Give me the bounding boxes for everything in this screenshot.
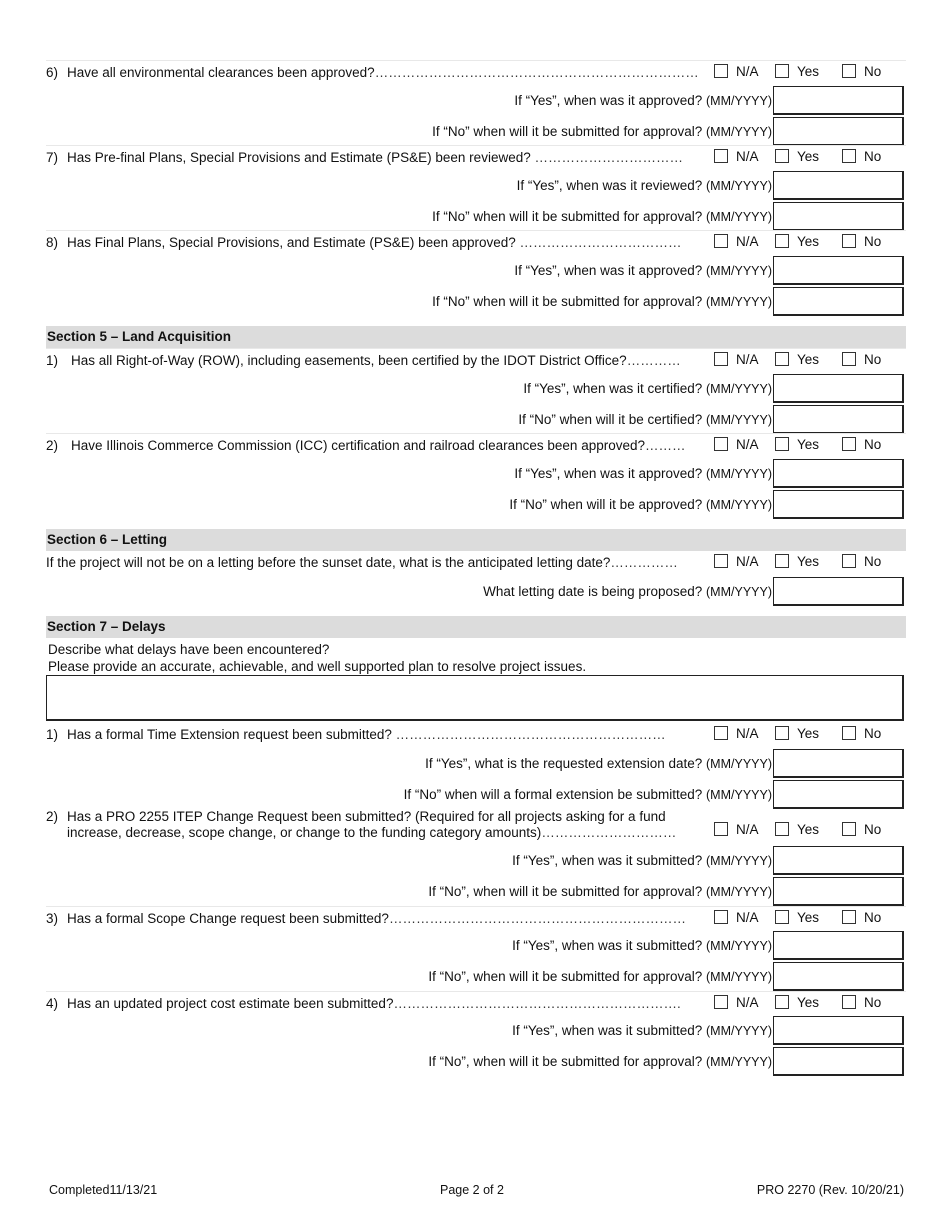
date-input[interactable] [773,86,904,115]
section-7-header: Section 7 – Delays [46,616,906,638]
checkbox-box[interactable] [714,352,728,366]
followup-no-row [46,287,906,315]
date-input[interactable] [773,931,904,960]
checkbox-box[interactable] [842,995,856,1009]
checkbox-box[interactable] [842,554,856,568]
question-text: 1) Has all Right-of-Way (ROW), including easements, been certified by the IDOT District Office?………… [46,353,681,368]
followup-no-row [46,490,906,518]
checkbox-yes[interactable]: Yes [775,725,819,741]
followup-label: If “No”, when will it be submitted for approval? (MM/YYYY) [428,969,772,984]
question-row-7 [46,145,906,170]
followup-no-row [46,1047,906,1075]
date-input[interactable] [773,962,904,991]
followup-label: If “No”, when will it be submitted for approval? (MM/YYYY) [428,1054,772,1069]
checkbox-box[interactable] [842,149,856,163]
letting-date-row [46,577,906,605]
checkbox-no[interactable]: No [842,63,881,79]
checkbox-yes[interactable]: Yes [775,148,819,164]
checkbox-yes[interactable]: Yes [775,63,819,79]
checkbox-no[interactable]: No [842,821,881,837]
checkbox-na[interactable]: N/A [714,909,759,925]
followup-label: If “Yes”, what is the requested extension date? (MM/YYYY) [425,756,772,771]
checkbox-box[interactable] [842,64,856,78]
question-text: 3) Has a formal Scope Change request been submitted?………………………………………………………… [46,911,686,926]
footer-form-number: PRO 2270 (Rev. 10/20/21) [756,1183,904,1197]
followup-yes-row [46,931,906,959]
date-input[interactable] [773,490,904,519]
followup-no-row [46,202,906,230]
checkbox-no[interactable]: No [842,148,881,164]
date-input[interactable] [773,877,904,906]
date-input[interactable] [773,459,904,488]
followup-label: If “Yes”, when was it approved? (MM/YYYY) [514,466,772,481]
checkbox-box[interactable] [775,64,789,78]
checkbox-na[interactable]: N/A [714,351,759,367]
checkbox-yes[interactable]: Yes [775,436,819,452]
date-input[interactable] [773,287,904,316]
checkbox-na[interactable]: N/A [714,725,759,741]
checkbox-box[interactable] [775,995,789,1009]
section-6-question [46,551,906,575]
followup-yes-row [46,374,906,402]
checkbox-na[interactable]: N/A [714,63,759,79]
checkbox-no[interactable]: No [842,725,881,741]
followup-label: If “No” when will it be approved? (MM/YYYY) [509,497,772,512]
checkbox-box[interactable] [775,554,789,568]
section-5-question-2 [46,433,906,458]
checkbox-box[interactable] [775,352,789,366]
checkbox-box[interactable] [714,64,728,78]
followup-no-row [46,117,906,145]
followup-label: If “No” when will a formal extension be submitted? (MM/YYYY) [403,787,772,802]
section-5-header: Section 5 – Land Acquisition [46,326,906,348]
section-7-question-3 [46,906,906,931]
checkbox-no[interactable]: No [842,994,881,1010]
checkbox-box[interactable] [714,234,728,248]
checkbox-na[interactable]: N/A [714,821,759,837]
followup-yes-row [46,256,906,284]
footer-page-number: Page 2 of 2 [440,1183,504,1197]
checkbox-box[interactable] [842,352,856,366]
checkbox-yes[interactable]: Yes [775,351,819,367]
checkbox-box[interactable] [842,437,856,451]
followup-yes-row [46,459,906,487]
followup-label: If “Yes”, when was it submitted? (MM/YYYY) [512,1023,772,1038]
checkbox-yes[interactable]: Yes [775,909,819,925]
checkbox-box[interactable] [842,726,856,740]
followup-label: If “Yes”, when was it submitted? (MM/YYYY) [512,938,772,953]
date-input[interactable] [773,374,904,403]
checkbox-yes[interactable]: Yes [775,994,819,1010]
section-7-question-2 [46,809,906,843]
question-row-8 [46,230,906,255]
followup-label: If “No” when will it be certified? (MM/YYYY) [518,412,772,427]
followup-label: If “Yes”, when was it approved? (MM/YYYY) [514,93,772,108]
question-text: 1) Has a formal Time Extension request been submitted? …………………………………………………… [46,727,666,742]
followup-no-row [46,780,906,808]
checkbox-box[interactable] [714,554,728,568]
followup-yes-row [46,749,906,777]
followup-yes-row [46,86,906,114]
followup-label: If “No” when will it be submitted for approval? (MM/YYYY) [432,124,772,139]
followup-label: If “Yes”, when was it approved? (MM/YYYY) [514,263,772,278]
checkbox-no[interactable]: No [842,436,881,452]
question-text: 2) Has a PRO 2255 ITEP Change Request been submitted? (Required for all projects asking for a fund increase, decrease, scope change, or change to the funding category amounts)………………………… [46,809,677,840]
date-input[interactable] [773,1016,904,1045]
followup-yes-row [46,171,906,199]
delays-instructions-line-2: Please provide an accurate, achievable, and well supported plan to resolve project issues. [48,659,587,674]
footer-completed: Completed11/13/21 [49,1183,158,1197]
checkbox-na[interactable]: N/A [714,553,759,569]
question-row-6 [46,60,906,85]
checkbox-no[interactable]: No [842,233,881,249]
checkbox-box[interactable] [775,726,789,740]
checkbox-box[interactable] [714,437,728,451]
followup-label: If “No”, when will it be submitted for approval? (MM/YYYY) [428,884,772,899]
checkbox-box[interactable] [775,149,789,163]
date-input[interactable] [773,577,904,606]
followup-label: If “Yes”, when was it submitted? (MM/YYYY) [512,853,772,868]
checkbox-no[interactable]: No [842,909,881,925]
followup-label: If “No” when will it be submitted for approval? (MM/YYYY) [432,294,772,309]
checkbox-box[interactable] [842,822,856,836]
checkbox-box[interactable] [714,726,728,740]
date-input[interactable] [773,256,904,285]
followup-yes-row [46,846,906,874]
checkbox-na[interactable]: N/A [714,436,759,452]
followup-label: If “Yes”, when was it certified? (MM/YYYY) [523,381,772,396]
date-input[interactable] [773,846,904,875]
checkbox-no[interactable]: No [842,553,881,569]
date-input[interactable] [773,1047,904,1076]
followup-label: If “Yes”, when was it reviewed? (MM/YYYY) [516,178,772,193]
checkbox-box[interactable] [775,437,789,451]
checkbox-box[interactable] [714,995,728,1009]
followup-yes-row [46,1016,906,1044]
checkbox-na[interactable]: N/A [714,233,759,249]
date-input[interactable] [773,405,904,434]
followup-no-row [46,405,906,433]
followup-no-row [46,962,906,990]
followup-label: What letting date is being proposed? (MM/YYYY) [483,584,772,599]
question-text: 4) Has an updated project cost estimate been submitted?………………………………………………………. [46,996,681,1011]
checkbox-na[interactable]: N/A [714,994,759,1010]
checkbox-box[interactable] [842,234,856,248]
date-input[interactable] [773,171,904,200]
section-7-question-4 [46,991,906,1016]
section-7-question-1 [46,723,906,747]
section-6-header: Section 6 – Letting [46,529,906,551]
question-text: 7) Has Pre-final Plans, Special Provisions and Estimate (PS&E) been reviewed? …………………………… [46,150,683,165]
date-input[interactable] [773,749,904,778]
checkbox-box[interactable] [775,910,789,924]
checkbox-yes[interactable]: Yes [775,553,819,569]
checkbox-box[interactable] [775,234,789,248]
checkbox-no[interactable]: No [842,351,881,367]
followup-label: If “No” when will it be submitted for approval? (MM/YYYY) [432,209,772,224]
date-input[interactable] [773,117,904,146]
question-text: 2) Have Illinois Commerce Commission (ICC) certification and railroad clearances been approved?……… [46,438,686,453]
checkbox-box[interactable] [842,910,856,924]
question-text: 8) Has Final Plans, Special Provisions, and Estimate (PS&E) been approved? ……………………………… [46,235,682,250]
question-text: If the project will not be on a letting before the sunset date, what is the anticipated letting date?…………… [46,555,678,570]
checkbox-box[interactable] [775,822,789,836]
delays-description-textarea[interactable] [46,675,904,721]
delays-instructions-line-1: Describe what delays have been encountered? [48,642,330,657]
checkbox-box[interactable] [714,910,728,924]
checkbox-yes[interactable]: Yes [775,233,819,249]
checkbox-box[interactable] [714,149,728,163]
checkbox-na[interactable]: N/A [714,148,759,164]
section-5-question-1 [46,348,906,373]
checkbox-yes[interactable]: Yes [775,821,819,837]
date-input[interactable] [773,202,904,231]
followup-no-row [46,877,906,905]
date-input[interactable] [773,780,904,809]
question-text: 6) Have all environmental clearances been approved?……………………………………………………………… [46,65,699,80]
checkbox-box[interactable] [714,822,728,836]
